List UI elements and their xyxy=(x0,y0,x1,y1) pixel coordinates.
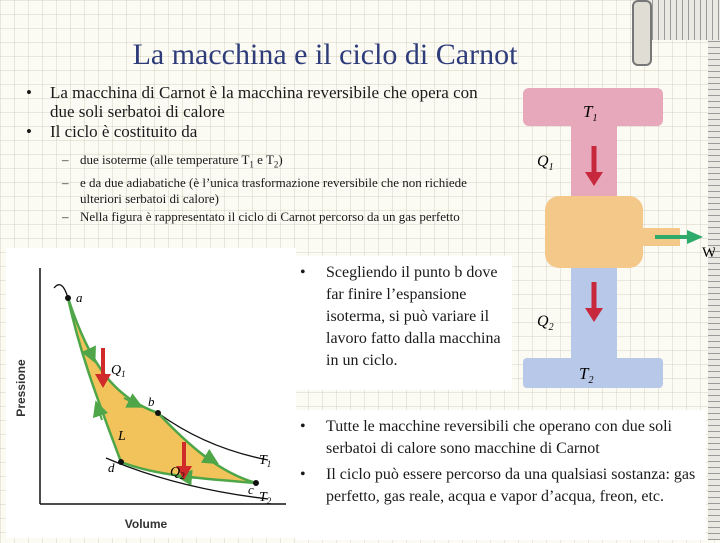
label-t2: $T_2$ xyxy=(259,490,272,506)
right-top-text-box xyxy=(296,256,512,390)
label-work-l: L xyxy=(118,429,126,444)
engine-work-label: W xyxy=(702,245,715,261)
x-axis-label: Volume xyxy=(124,517,168,531)
label-q1: $Q_1$ xyxy=(111,363,126,379)
label-q2: $Q_2$ xyxy=(170,465,185,481)
ruler-top-decoration xyxy=(640,0,720,40)
bullet-reversible-machines: • Tutte le macchine reversibili che operano con due soli serbatoi di calore sono macchine di Carnot xyxy=(296,416,706,460)
cold-reservoir-label: $T_2$ xyxy=(579,364,594,386)
label-d: d xyxy=(108,460,115,475)
engine-diagram-panel xyxy=(505,86,715,406)
y-axis-label: Pressione xyxy=(14,359,28,417)
engine-q1-label: $Q_1$ xyxy=(537,153,554,173)
main-bullet-list xyxy=(22,83,492,141)
sub-bullet-adiabatics: – e da due adiabatiche (è l’unica trasformazione reversibile che non richiede ulteriori serbatoi di calore) xyxy=(58,175,478,207)
bullet-any-substance: • Il ciclo può essere percorso da una qualsiasi sostanza: gas perfetto, gas reale, acqua e vapor d’acqua, freon, etc. xyxy=(296,464,706,508)
point-d xyxy=(118,459,124,465)
work-arrowhead xyxy=(687,230,703,244)
right-bottom-text-box xyxy=(296,410,706,540)
cycle-area xyxy=(68,298,256,483)
pv-diagram xyxy=(6,248,296,538)
sub-bullet-figure: – Nella figura è rappresentato il ciclo di Carnot percorso da un gas perfetto xyxy=(58,209,478,225)
pv-diagram-panel xyxy=(6,248,296,538)
bullet-choose-point-b: • Scegliendo il punto b dove far finire l’espansione isoterma, si può variare il lavoro fatto dalla macchina in un ciclo. xyxy=(296,262,512,372)
bullet-carnot-machine: • La macchina di Carnot è la macchina reversibile che opera con due soli serbatoi di calore xyxy=(22,83,492,121)
sub-bullet-list xyxy=(58,150,478,225)
bullet-cycle: • Il ciclo è costituito da xyxy=(22,122,492,141)
sub-bullet-isotherms: – due isoterme (alle temperature $T_1$ e $T_2$) xyxy=(58,152,478,173)
hot-reservoir-label: $T_1$ xyxy=(583,102,598,124)
engine-q2-label: $Q_2$ xyxy=(537,313,554,333)
point-c xyxy=(253,480,259,486)
engine-diagram xyxy=(505,86,715,406)
slide-title: La macchina e il ciclo di Carnot xyxy=(132,38,518,71)
point-a xyxy=(65,295,71,301)
label-c: c xyxy=(248,482,254,497)
label-a: a xyxy=(76,290,83,305)
arrow-cd xyxy=(184,477,196,478)
point-b xyxy=(155,410,161,416)
label-t1: $T_1$ xyxy=(259,453,272,469)
label-b: b xyxy=(148,394,155,409)
